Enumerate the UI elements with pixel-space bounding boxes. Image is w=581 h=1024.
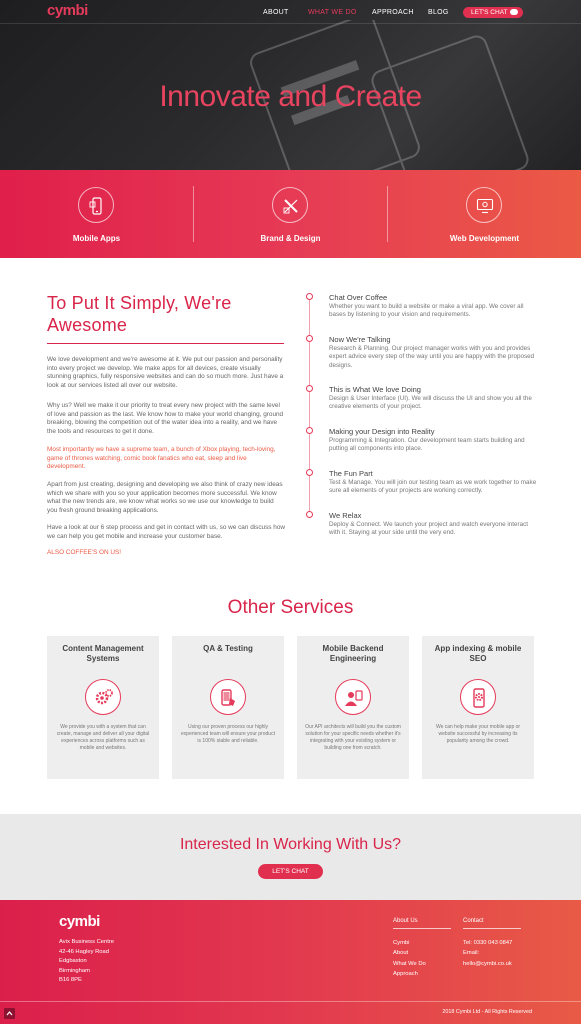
timeline-dot [306, 427, 313, 434]
about-paragraph: Have a look at our 6 step process and get in contact with us, so we can discuss how we can help you get mobile and increase your customer base. [47, 524, 286, 540]
category-band [0, 170, 581, 258]
footer-about-heading: About Us [393, 918, 418, 924]
touch-phone-icon [210, 679, 246, 715]
nav-link-approach[interactable]: APPROACH [372, 9, 414, 16]
engineer-icon [335, 679, 371, 715]
address-line: Edgbaston [59, 958, 87, 965]
footer-link-about[interactable]: About [393, 950, 409, 957]
address-line: 42-46 Hagley Road [59, 948, 109, 955]
about-title: To Put It Simply, We're Awesome [47, 293, 232, 335]
timeline-step-title: Now We're Talking [329, 335, 391, 344]
service-description: We provide you with a system that can create, manage and deliver all your digital experiences across platforms such as mobile and websites. [56, 724, 150, 751]
address-line: Birmingham [59, 967, 90, 974]
about-paragraph: We love development and we're awesome at it. We put our passion and personality into every project we develop. We make apps for all devices, create visually stunning graphics, fully responsive websites and can do so much more. Just have a look at our services listed all over our website. [47, 356, 284, 389]
timeline-dot [306, 511, 313, 518]
timeline-line [309, 296, 310, 518]
timeline-step-text: Programming & Integration. Our development team starts building and putting all components into place. [329, 437, 525, 453]
timeline-dot [306, 293, 313, 300]
service-card-qa-testing[interactable] [172, 636, 284, 779]
lets-chat-button[interactable] [463, 7, 523, 18]
cta-title: Interested In Working With Us? [179, 836, 402, 853]
footer [0, 900, 581, 1024]
category-brand-design[interactable] [194, 170, 387, 258]
gears-icon [85, 679, 121, 715]
service-card-cms[interactable] [47, 636, 159, 779]
services-title: Other Services [227, 597, 354, 618]
timeline-step-text: Design & User Interface (UI). We will discuss the UI and show you all the creative elements of your project. [329, 395, 532, 411]
back-to-top-button[interactable] [4, 1008, 15, 1019]
nav-link-what-we-do[interactable]: WHAT WE DO [308, 9, 357, 16]
timeline-step-text: Test & Manage. You will join our testing team as we work together to make sure all elements of your projects are working correctly. [329, 479, 537, 495]
service-card-mobile-backend[interactable] [297, 636, 409, 779]
service-description: Using our proven process our highly experienced team will ensure your product is 100% stable and reliable. [181, 724, 275, 744]
footer-email-label: Email: [463, 950, 480, 957]
service-title: Content Management Systems [62, 644, 144, 663]
footer-phone[interactable]: Tel: 0330 043 0847 [463, 940, 513, 946]
service-description: We can help make your mobile app or website successful by increasing its popularity among the crowd. [435, 724, 521, 744]
nav-link-blog[interactable]: BLOG [428, 9, 449, 16]
lets-chat-label: LET'S CHAT [471, 9, 508, 16]
service-title: QA & Testing [203, 644, 253, 653]
about-paragraph: Why us? Well we make it our priority to treat every new project with the same level of love and passion as the last. We know how to make your world changing, ground breaking, blowing the competition out of the water idea into a reality, and we have the tools and resources to get it done. [47, 402, 284, 435]
footer-divider [463, 928, 521, 929]
timeline-step-title: Chat Over Coffee [329, 293, 388, 302]
footer-copyright: 2018 Cymbi Ltd - All Rights Reserved [442, 1009, 532, 1015]
timeline-step-title: The Fun Part [329, 469, 373, 478]
mobile-phone-icon [78, 187, 114, 223]
timeline-dot [306, 335, 313, 342]
footer-link-what-we-do[interactable]: What We Do [393, 960, 426, 967]
monitor-gear-icon [466, 187, 502, 223]
category-label: Mobile Apps [72, 234, 121, 243]
timeline-step-title: We Relax [329, 511, 362, 520]
phone-gear-icon [460, 679, 496, 715]
footer-email[interactable]: hello@cymbi.co.uk [463, 960, 512, 967]
address-line: B16 8PE [59, 977, 82, 984]
cta-section [0, 814, 581, 900]
about-highlight: Most importantly we have a supreme team, a bunch of Xbox playing, tech-loving, game of thrones watching, comic book fanatics who eat, sleep and live development. [47, 446, 276, 471]
hero-banner [0, 0, 581, 170]
timeline-dot [306, 385, 313, 392]
service-card-app-indexing-seo[interactable] [422, 636, 534, 779]
category-web-development[interactable] [388, 170, 581, 258]
footer-about-links [393, 938, 426, 980]
about-paragraph: Apart from just creating, designing and developing we also think of crazy new ideas which we share with you so your application becomes more successful. We know what the new trends are, we know what works so we use our knowledge to build you fresh ground breaking applications. [47, 481, 283, 514]
footer-logo[interactable]: cymbi [59, 913, 100, 930]
chat-bubble-icon [510, 9, 518, 15]
footer-divider [393, 928, 451, 929]
footer-contact-heading: Contact [463, 918, 484, 924]
timeline-dot [306, 469, 313, 476]
top-nav [0, 0, 581, 24]
footer-address [59, 938, 114, 986]
nav-link-about[interactable]: ABOUT [263, 9, 289, 16]
footer-link-cymbi[interactable]: Cymbi [393, 940, 410, 946]
cta-lets-chat-button[interactable]: LET'S CHAT [258, 864, 323, 879]
logo[interactable]: cymbi [47, 2, 88, 19]
service-title: Mobile Backend Engineering [322, 644, 384, 663]
footer-contact-details [463, 938, 512, 969]
timeline-step-title: This is What We love Doing [329, 385, 421, 394]
design-tools-icon [272, 187, 308, 223]
hero-title: Innovate and Create [159, 80, 422, 113]
category-label: Web Development [449, 234, 520, 243]
about-divider [47, 343, 284, 344]
footer-bottom-divider [0, 1001, 581, 1002]
service-title: App indexing & mobile SEO [434, 644, 522, 663]
service-description: Our API architects will build you the custom solution for your specific needs whether it's integrating with your existing system or building one from scratch. [305, 724, 401, 751]
timeline-step-title: Making your Design into Reality [329, 427, 435, 436]
footer-link-approach[interactable]: Approach [393, 971, 418, 978]
about-coffee-note: ALSO COFFEE'S ON US! [47, 549, 122, 556]
timeline-step-text: Whether you want to build a website or make a viral app. We cover all bases by listening to your vision and requirements. [329, 303, 524, 319]
timeline-step-text: Deploy & Connect. We launch your project and watch everyone interact with it. Staying at your side until the very end. [329, 521, 529, 537]
timeline-step-text: Research & Planning. Our project manager works with you and provides expert advice every step of the way until you are happy with the proposed designs. [329, 345, 535, 369]
category-label: Brand & Design [260, 234, 321, 243]
address-line: Avix Business Centre [59, 939, 114, 945]
arrow-up-icon [6, 1010, 13, 1017]
category-mobile-apps[interactable] [0, 170, 193, 258]
